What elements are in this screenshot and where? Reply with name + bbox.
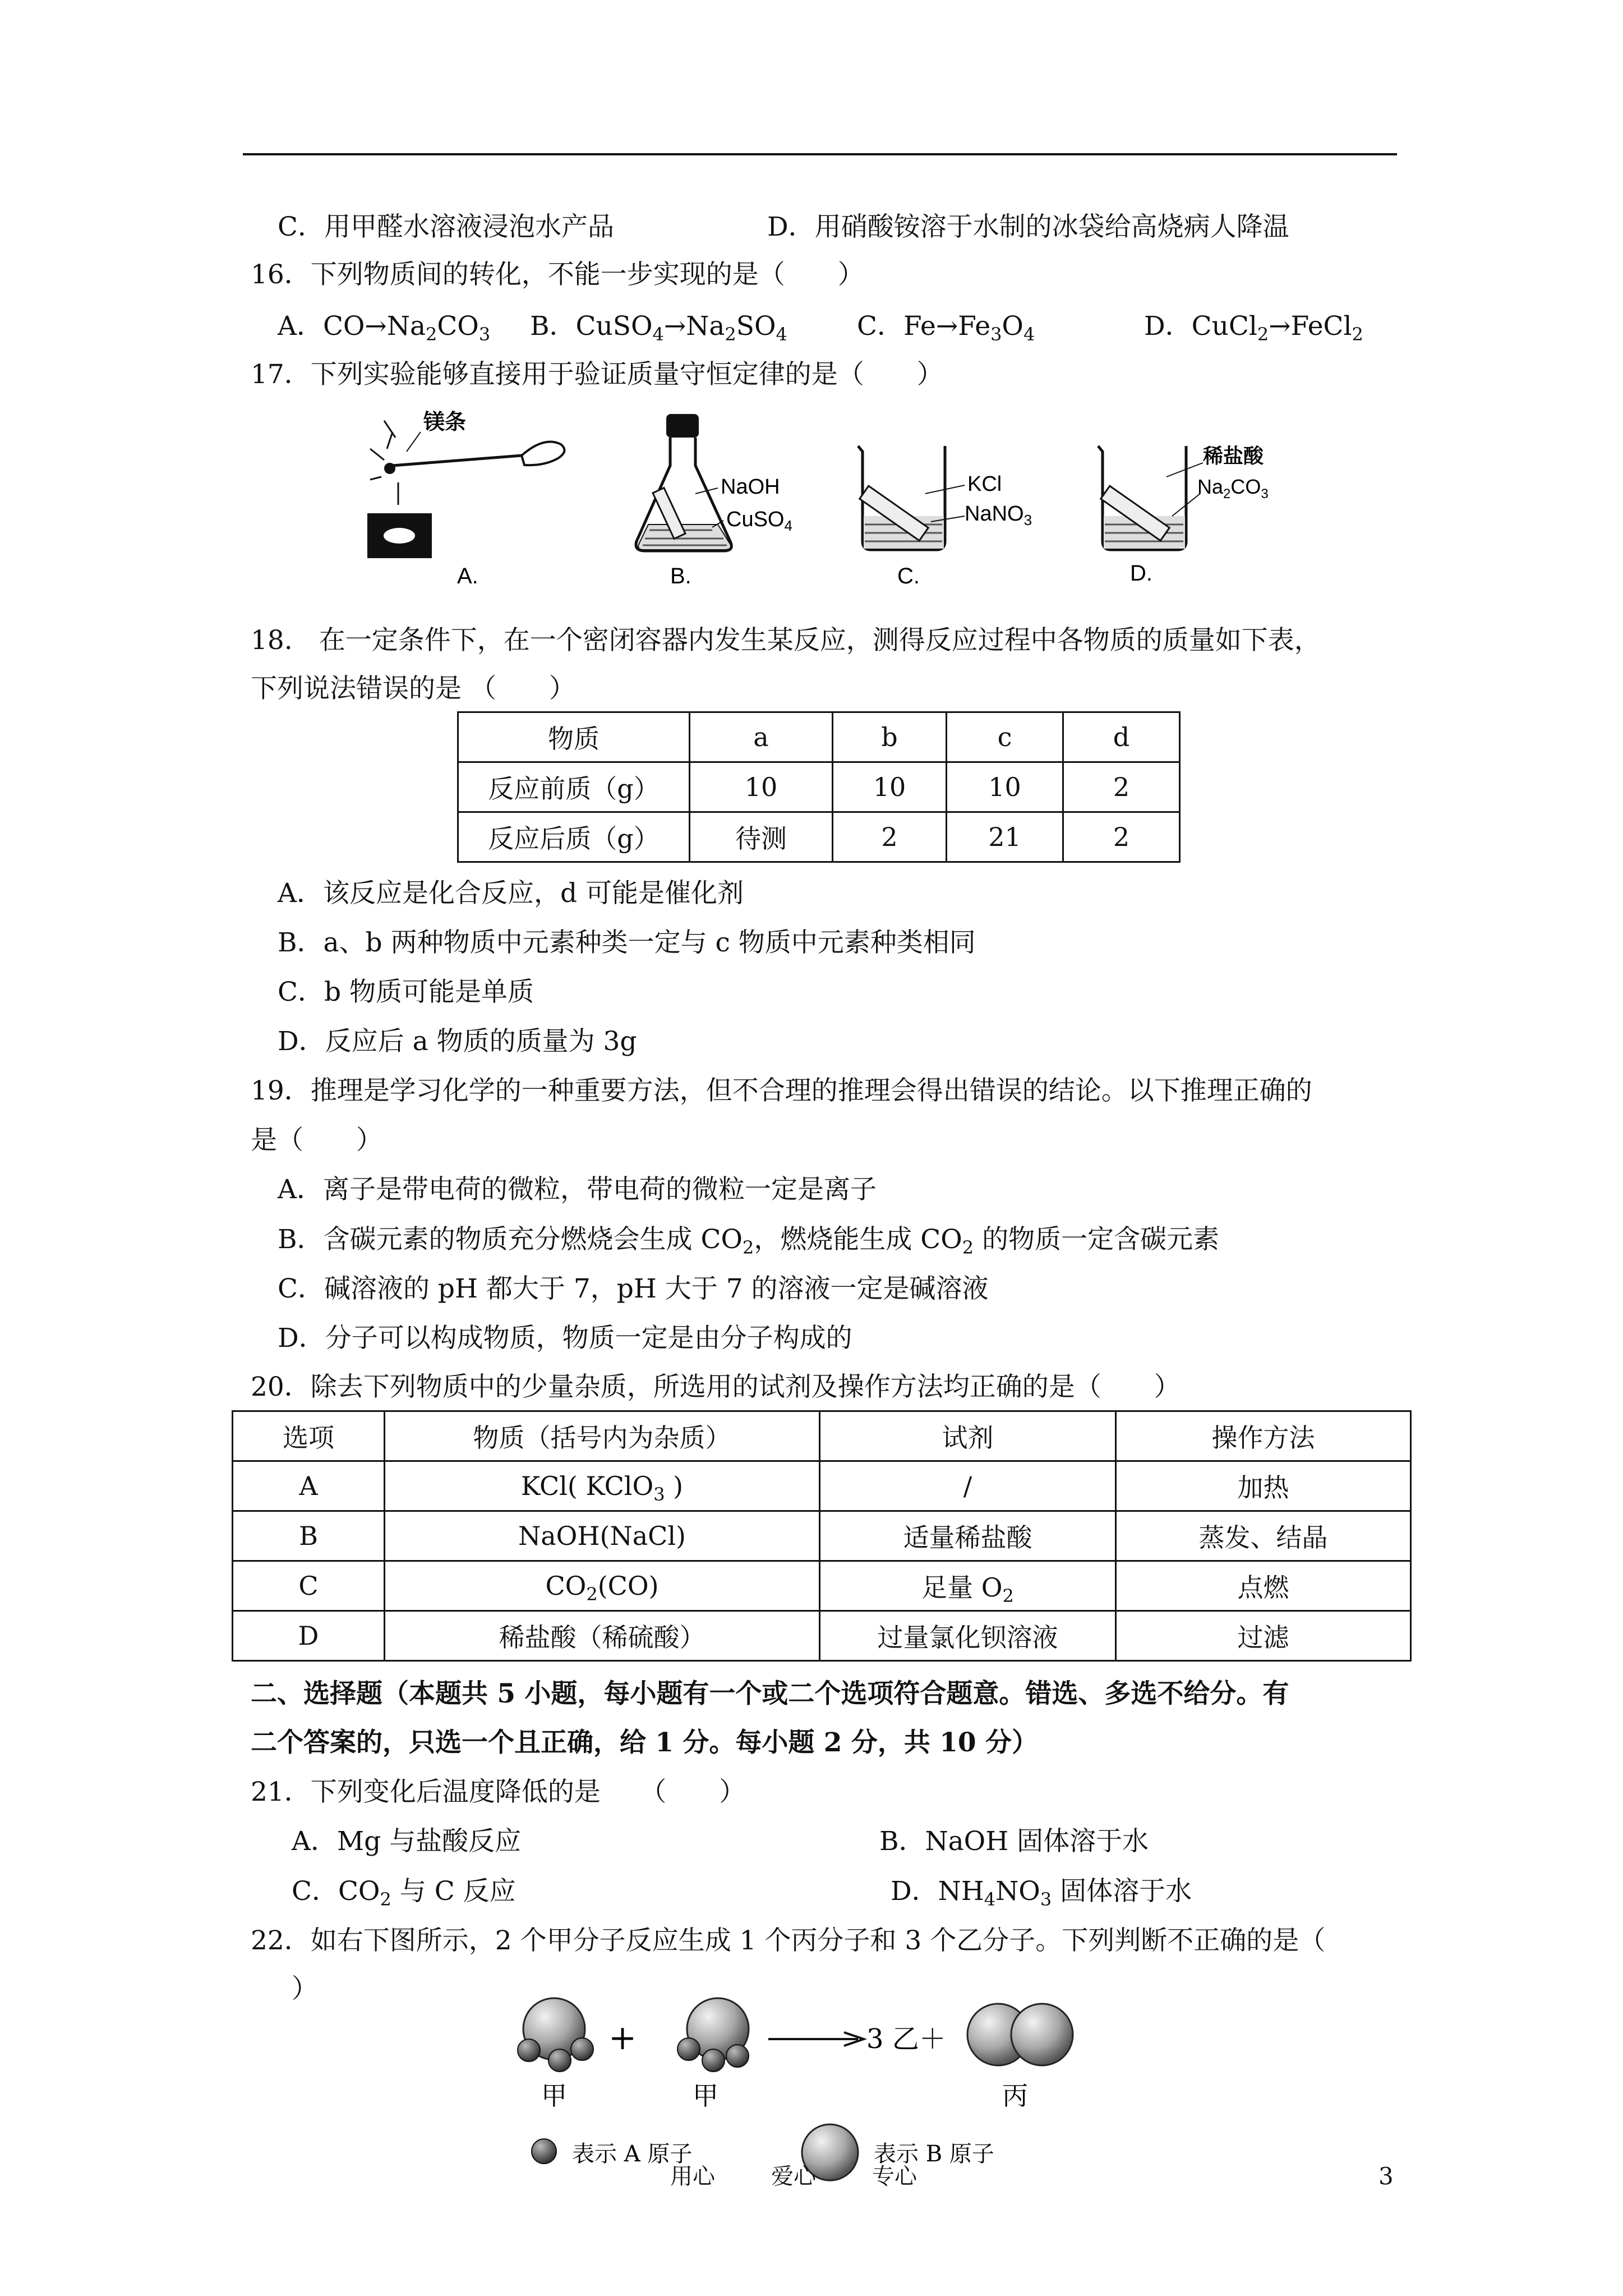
q20-table-header-cell: 选项 <box>233 1411 385 1461</box>
q19-option-c: C．碱溶液的 pH 都大于 7，pH 大于 7 的溶液一定是碱溶液 <box>278 1273 989 1304</box>
q20-table-cell: D <box>233 1611 385 1661</box>
q18-option-d: D．反应后 a 物质的质量为 3g <box>278 1026 637 1057</box>
footer-word-3: 专心 <box>872 2164 917 2189</box>
q16-option-d: D．CuCl$_2$→FeCl$_2$ <box>1144 311 1363 345</box>
molecule-jia-2 <box>677 1998 749 2072</box>
product-yi-text: 3 乙＋ <box>866 2023 946 2055</box>
q15-option-d: D．用硝酸铵溶于水制的冰袋给高烧病人降温 <box>767 211 1289 242</box>
q20-table-cell: A <box>233 1461 385 1511</box>
q22-reaction-diagram <box>505 1994 1094 2109</box>
q19-option-b: B．含碳元素的物质充分燃烧会生成 $CO_2$，燃烧能生成 $CO_2$ 的物质一定含碳元素 <box>278 1224 1220 1258</box>
q20-table-cell: 足量 $O_2$ <box>820 1561 1116 1611</box>
q20-table-header-cell: 操作方法 <box>1116 1411 1411 1461</box>
figure-b-flask <box>628 404 819 595</box>
q18-table-cell: 待测 <box>690 812 833 862</box>
q15-option-c: C．用甲醛水溶液浸泡水产品 <box>278 211 614 242</box>
q18-table-cell: 2 <box>1063 762 1180 812</box>
q19-stem-line2: 是（ ） <box>251 1125 382 1156</box>
figure-d-label-1: 稀盐酸 <box>1203 445 1264 468</box>
q17-stem: 17．下列实验能够直接用于验证质量守恒定律的是（ ） <box>251 359 943 390</box>
q18-option-a: A．该反应是化合反应，d 可能是催化剂 <box>278 878 744 909</box>
q19-option-d: D．分子可以构成物质，物质一定是由分子构成的 <box>278 1323 852 1354</box>
q22-stem-line1: 22．如右下图所示，2 个甲分子反应生成 1 个丙分子和 3 个乙分子。下列判断不正确的是（ <box>251 1925 1326 1956</box>
legend-a-atom-icon <box>532 2139 556 2164</box>
q16-stem: 16．下列物质间的转化，不能一步实现的是（ ） <box>251 259 864 290</box>
q20-table-cell: C <box>233 1561 385 1611</box>
figure-a-magnesium-burning <box>353 404 589 595</box>
footer-word-2: 爱心 <box>771 2164 816 2189</box>
section2-heading-line1: 二、选择题（本题共 5 小题，每小题有一个或二个选项符合题意。错选、多选不给分。有 <box>251 1678 1289 1709</box>
q18-table-cell: 2 <box>833 812 947 862</box>
figure-a-label: 镁条 <box>423 409 467 434</box>
q18-table-cell: 反应前质（g） <box>458 762 690 812</box>
q18-table-cell: b <box>833 712 947 762</box>
footer-word-1: 用心 <box>670 2164 715 2189</box>
q19-stem-line1: 19．推理是学习化学的一种重要方法，但不合理的推理会得出错误的结论。以下推理正确的 <box>251 1075 1312 1106</box>
q20-table <box>232 1410 1412 1662</box>
q20-table-cell: 过滤 <box>1116 1611 1411 1661</box>
q20-table-cell: KCl( KClO$_3$ ) <box>385 1461 820 1511</box>
q20-table-cell: 加热 <box>1116 1461 1411 1511</box>
section2-heading-line2: 二个答案的，只选一个且正确，给 1 分。每小题 2 分，共 10 分） <box>251 1727 1038 1758</box>
q18-table-cell: 反应后质（g） <box>458 812 690 862</box>
plus-sign: + <box>608 2018 637 2058</box>
figure-b-label-1: NaOH <box>721 475 780 499</box>
figure-a-caption: A. <box>457 564 478 588</box>
header-rule <box>243 153 1397 155</box>
q18-table-row <box>458 712 1180 762</box>
q16-option-c: C．$Fe\to Fe_3O_4$ <box>857 311 1035 345</box>
q21-stem: 21．下列变化后温度降低的是 （ ） <box>251 1777 746 1807</box>
label-jia-1: 甲 <box>541 2081 567 2109</box>
q21-option-d: D．$NH_4NO_3$ 固体溶于水 <box>891 1876 1192 1910</box>
figure-d-beaker <box>1094 438 1307 595</box>
q19-option-a: A．离子是带电荷的微粒，带电荷的微粒一定是离子 <box>278 1174 877 1205</box>
q20-table-row <box>233 1461 1411 1511</box>
figure-b-label-2: CuSO$_4$ <box>726 508 792 534</box>
figure-c-label-1: KCl <box>967 472 1002 496</box>
q22-stem-line2: ） <box>292 1973 318 2004</box>
molecule-jia-1 <box>518 1998 593 2072</box>
q20-table-cell: 蒸发、结晶 <box>1116 1511 1411 1561</box>
q20-table-cell: $CO_2(CO)$ <box>385 1561 820 1611</box>
q20-table-cell: NaOH(NaCl) <box>385 1511 820 1561</box>
q18-table-cell: 10 <box>690 762 833 812</box>
q18-table-cell: d <box>1063 712 1180 762</box>
page-number: 3 <box>1378 2162 1394 2190</box>
figure-c-beaker <box>852 438 1066 595</box>
figure-c-caption: C. <box>897 564 920 588</box>
q20-table-header-cell: 试剂 <box>820 1411 1116 1461</box>
q18-table-row <box>458 762 1180 812</box>
q20-table-cell: 点燃 <box>1116 1561 1411 1611</box>
q18-table-cell: c <box>947 712 1063 762</box>
reaction-arrow <box>768 2032 864 2046</box>
q18-option-b: B．a、b 两种物质中元素种类一定与 c 物质中元素种类相同 <box>278 927 976 958</box>
q18-option-c: C．b 物质可能是单质 <box>278 977 534 1007</box>
q20-table-cell: / <box>820 1461 1116 1511</box>
legend-b-label: 表示 B 原子 <box>874 2141 994 2167</box>
q20-table-row <box>233 1611 1411 1661</box>
q20-table-row <box>233 1511 1411 1561</box>
figure-b-caption: B. <box>670 564 691 588</box>
q20-table-cell: 过量氯化钡溶液 <box>820 1611 1116 1661</box>
q21-option-b: B．NaOH 固体溶于水 <box>879 1826 1149 1857</box>
q20-table-header-row <box>233 1411 1411 1461</box>
figure-d-label-2: $Na_2CO_3$ <box>1197 475 1269 501</box>
q16-option-a: A．$CO\to Na_2CO_3$ <box>278 311 491 345</box>
q18-table-cell: 10 <box>833 762 947 812</box>
q20-stem: 20．除去下列物质中的少量杂质，所选用的试剂及操作方法均正确的是（ ） <box>251 1372 1181 1402</box>
q18-table-cell: a <box>690 712 833 762</box>
figure-d-caption: D. <box>1130 561 1152 586</box>
q18-table-row <box>458 812 1180 862</box>
q18-table-cell: 2 <box>1063 812 1180 862</box>
label-bing: 丙 <box>1002 2081 1028 2109</box>
q18-table <box>457 711 1181 863</box>
q20-table-cell: 适量稀盐酸 <box>820 1511 1116 1561</box>
figure-c-label-2: NaNO$_3$ <box>965 502 1032 528</box>
q21-option-a: A．Mg 与盐酸反应 <box>292 1826 522 1857</box>
q18-stem-line1: 18. 在一定条件下，在一个密闭容器内发生某反应，测得反应过程中各物质的质量如下表， <box>251 625 1321 656</box>
q18-table-cell: 物质 <box>458 712 690 762</box>
q21-option-c: C．$CO_2$ 与 C 反应 <box>292 1876 516 1910</box>
q18-stem-line2: 下列说法错误的是 （ ） <box>251 673 575 704</box>
q20-table-cell: 稀盐酸（稀硫酸） <box>385 1611 820 1661</box>
q20-table-cell: B <box>233 1511 385 1561</box>
q20-table-row <box>233 1561 1411 1611</box>
q20-table-header-cell: 物质（括号内为杂质） <box>385 1411 820 1461</box>
q16-option-b: B．$CuSO_4\to Na_2SO_4$ <box>530 311 787 345</box>
label-jia-2: 甲 <box>693 2081 718 2109</box>
q18-table-cell: 10 <box>947 762 1063 812</box>
legend-a-label: 表示 A 原子 <box>572 2141 693 2167</box>
q18-table-cell: 21 <box>947 812 1063 862</box>
molecule-bing <box>967 2004 1073 2065</box>
